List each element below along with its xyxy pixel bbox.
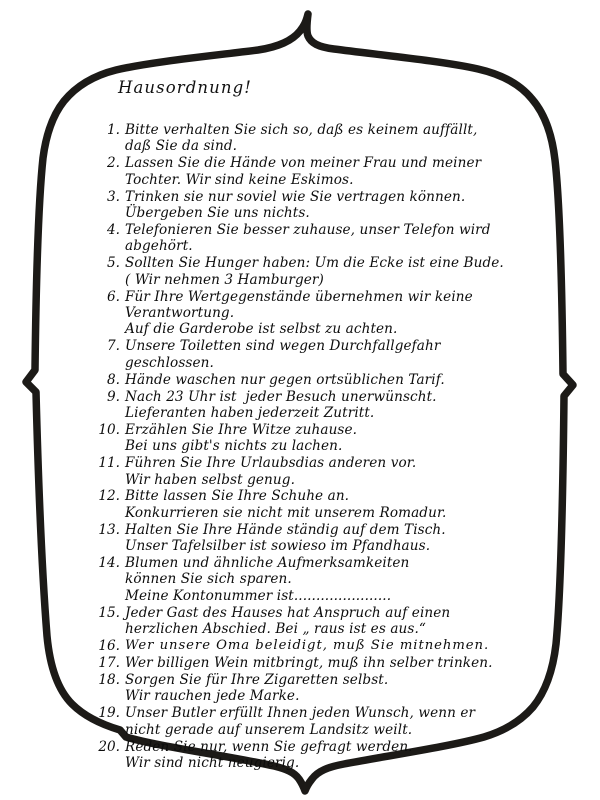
rule-item: [88, 222, 536, 255]
rule-text-line: Trinken sie nur soviel wie Sie vertragen können.: [125, 188, 466, 205]
rule-text-line: abgehört.: [125, 238, 193, 255]
rule-item: [88, 389, 536, 422]
rule-number: 18.: [98, 671, 120, 688]
rule-item: [88, 522, 536, 555]
rule-number: 14.: [98, 555, 120, 572]
page-title: Hausordnung!: [118, 78, 252, 97]
rule-item: [88, 189, 536, 222]
rule-text-line: Meine Kontonummer ist......................: [125, 587, 392, 604]
rule-text-line: Bitte lassen Sie Ihre Schuhe an.: [125, 488, 350, 505]
rule-text-line: Bitte verhalten Sie sich so, daß es keinem auffällt,: [125, 122, 478, 138]
rule-text-line: Unser Butler erfüllt Ihnen jeden Wunsch, wenn er: [125, 705, 476, 722]
rule-text: [125, 488, 536, 521]
rule-text: [125, 222, 536, 255]
rule-text-line: Übergeben Sie uns nichts.: [125, 205, 310, 222]
rule-item: [88, 638, 536, 654]
rule-text: [125, 389, 536, 422]
rule-number: 13.: [98, 521, 120, 538]
rule-text-line: Wir sind nicht neugierig.: [125, 754, 300, 771]
rule-item: [88, 372, 536, 388]
rule-number: 17.: [98, 655, 120, 671]
rule-text: [125, 122, 536, 155]
rule-text: [125, 705, 536, 738]
rule-number: 19.: [98, 705, 120, 722]
rule-item: [88, 289, 536, 338]
rule-item: [88, 255, 536, 288]
rule-text-line: Wer unsere Oma beleidigt, muß Sie mitnehmen.: [125, 638, 490, 654]
rule-text-line: herzlichen Abschied. Bei „ raus ist es aus.“: [125, 621, 426, 638]
rule-item: [88, 155, 536, 188]
rules-list: [88, 122, 536, 772]
rule-number: 7.: [107, 338, 120, 355]
rule-text: [125, 555, 536, 604]
rule-text: [125, 739, 536, 772]
rule-text-line: Reden Sie nur, wenn Sie gefragt werden.: [125, 738, 413, 755]
rule-text-line: können Sie sich sparen.: [125, 571, 292, 588]
rule-text-line: Wir rauchen jede Marke.: [125, 688, 300, 705]
rule-item: [88, 455, 536, 488]
rule-item: [88, 555, 536, 604]
rule-text-line: Unsere Toiletten sind wegen Durchfallgefahr: [125, 338, 441, 355]
rule-number: 1.: [107, 122, 120, 138]
rule-number: 2.: [107, 155, 120, 172]
rule-text: [125, 255, 536, 288]
rule-item: [88, 705, 536, 738]
rule-text: [125, 455, 536, 488]
rule-text: [125, 638, 536, 654]
rule-number: 4.: [107, 221, 120, 238]
rule-text: [125, 189, 536, 222]
rule-text-line: Jeder Gast des Hauses hat Anspruch auf einen: [125, 604, 451, 621]
rule-item: [88, 122, 536, 155]
rule-text-line: Für Ihre Wertgegenstände übernehmen wir keine: [125, 288, 473, 305]
rule-text: [125, 422, 536, 455]
rule-text: [125, 522, 536, 555]
rule-text-line: Wer billigen Wein mitbringt, muß ihn selber trinken.: [125, 655, 493, 671]
rule-text: [125, 655, 536, 671]
rule-text-line: Tochter. Wir sind keine Eskimos.: [125, 171, 354, 188]
rule-text-line: Führen Sie Ihre Urlaubsdias anderen vor.: [125, 455, 417, 472]
rule-item: [88, 672, 536, 705]
rule-number: 9.: [107, 388, 120, 405]
rule-text: [125, 672, 536, 705]
rule-text: [125, 289, 536, 338]
rule-number: 10.: [98, 421, 120, 438]
rule-text-line: Unser Tafelsilber ist sowieso im Pfandhaus.: [125, 538, 431, 555]
rule-item: [88, 422, 536, 455]
rule-text-line: Erzählen Sie Ihre Witze zuhause.: [125, 421, 358, 438]
rule-text-line: Telefonieren Sie besser zuhause, unser Telefon wird: [125, 221, 491, 238]
rule-text-line: Nach 23 Uhr ist jeder Besuch unerwünscht.: [125, 388, 437, 405]
rule-number: 11.: [98, 455, 120, 472]
rule-item: [88, 605, 536, 638]
rule-number: 5.: [107, 255, 120, 272]
rule-number: 3.: [107, 188, 120, 205]
rule-text-line: Lassen Sie die Hände von meiner Frau und meiner: [125, 155, 482, 172]
rule-text-line: Lieferanten haben jederzeit Zutritt.: [125, 404, 375, 421]
rule-item: [88, 655, 536, 671]
rule-text: [125, 605, 536, 638]
rule-item: [88, 739, 536, 772]
rule-number: 20.: [98, 738, 120, 755]
rule-text: [125, 372, 536, 388]
rule-number: 12.: [98, 488, 120, 505]
rule-text: [125, 338, 536, 371]
rule-text-line: Auf die Garderobe ist selbst zu achten.: [125, 321, 398, 338]
rule-number: 16.: [98, 638, 120, 655]
rule-text-line: Sollten Sie Hunger haben: Um die Ecke ist eine Bude.: [125, 255, 504, 272]
rule-text-line: Bei uns gibt's nichts zu lachen.: [125, 438, 343, 455]
rule-text-line: daß Sie da sind.: [125, 138, 238, 155]
rule-text-line: nicht gerade auf unserem Landsitz weilt.: [125, 721, 413, 738]
rule-item: [88, 488, 536, 521]
rule-text-line: Konkurrieren sie nicht mit unserem Romadur.: [125, 504, 447, 521]
rule-text-line: geschlossen.: [125, 354, 214, 371]
rule-text-line: Wir haben selbst genug.: [125, 471, 295, 488]
rule-number: 8.: [107, 371, 120, 388]
rule-item: [88, 338, 536, 371]
rule-text-line: Sorgen Sie für Ihre Zigaretten selbst.: [125, 671, 389, 688]
rule-text-line: Halten Sie Ihre Hände ständig auf dem Tisch.: [125, 521, 446, 538]
rule-number: 6.: [107, 288, 120, 305]
rule-text-line: Blumen und ähnliche Aufmerksamkeiten: [125, 555, 410, 572]
rule-text-line: Verantwortung.: [125, 304, 235, 321]
rule-text-line: Hände waschen nur gegen ortsüblichen Tarif.: [125, 371, 445, 388]
rule-text-line: ( Wir nehmen 3 Hamburger): [125, 271, 324, 288]
rule-number: 15.: [98, 604, 120, 621]
rule-text: [125, 155, 536, 188]
